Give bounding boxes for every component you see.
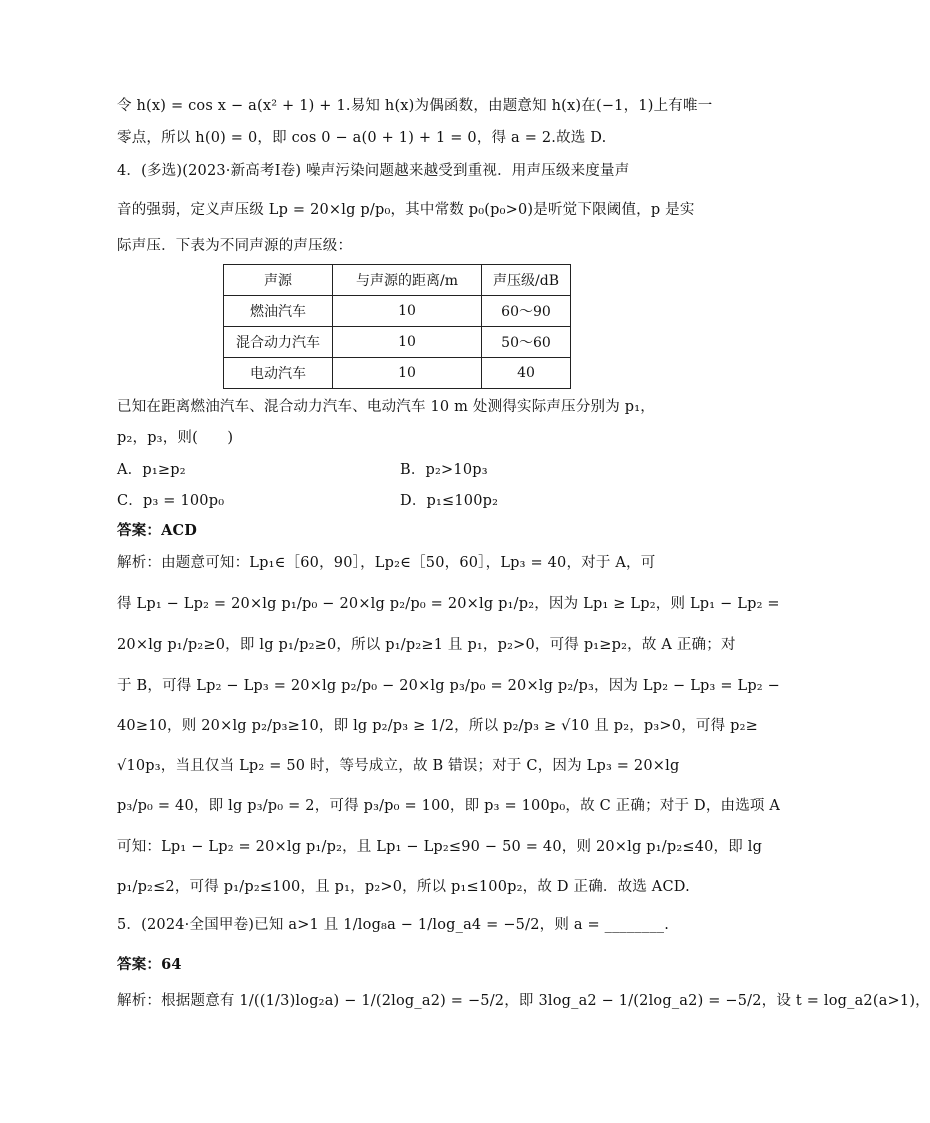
question-4-stem: 4．(多选)(2023·新高考Ⅰ卷) 噪声污染问题越来越受到重视．用声压级来度量声 — [117, 163, 630, 179]
table-cell: 40 — [482, 358, 571, 389]
table-cell: 10 — [333, 358, 482, 389]
option-a: A．p₁≥p₂ — [117, 462, 186, 478]
answer-5: 答案：64 — [117, 956, 182, 973]
question-5-stem: 5．(2024·全国甲卷)已知 a>1 且 1/log₈a − 1/log_a4 = −5/2，则 a = ________. — [117, 917, 670, 933]
text-line: 令 h(x) = cos x − a(x² + 1) + 1.易知 h(x)为偶函数，由题意知 h(x)在(−1，1)上有唯一 — [117, 98, 713, 114]
table-row — [224, 358, 571, 389]
table-cell: 混合动力汽车 — [224, 327, 333, 358]
solution-line: 解析：由题意可知：Lp₁∈［60，90］，Lp₂∈［50，60］，Lp₃ = 40，对于 A，可 — [117, 555, 656, 571]
solution-line: 于 B，可得 Lp₂ − Lp₃ = 20×lg p₂/p₀ − 20×lg p₃/p₀ = 20×lg p₂/p₃，因为 Lp₂ − Lp₃ = Lp₂ − — [117, 678, 780, 694]
table-header-cell: 声压级/dB — [482, 265, 571, 296]
table-cell: 50～60 — [482, 327, 571, 358]
table-cell: 10 — [333, 327, 482, 358]
option-c: C．p₃ = 100p₀ — [117, 493, 225, 509]
table-header-row — [224, 265, 571, 296]
solution-line: 解析：根据题意有 1/((1/3)log₂a) − 1/(2log_a2) = −5/2，即 3log_a2 − 1/(2log_a2) = −5/2，设 t = log_a2(a>1)， — [117, 993, 930, 1009]
table-cell: 10 — [333, 296, 482, 327]
text-line: 零点，所以 h(0) = 0，即 cos 0 − a(0 + 1) + 1 = 0，得 a = 2.故选 D. — [117, 130, 607, 146]
sound-source-table — [223, 264, 571, 389]
solution-line: 20×lg p₁/p₂≥0，即 lg p₁/p₂≥0，所以 p₁/p₂≥1 且 p₁，p₂>0，可得 p₁≥p₂，故 A 正确；对 — [117, 637, 736, 653]
solution-line: 40≥10，则 20×lg p₂/p₃≥10，即 lg p₂/p₃ ≥ 1/2，所以 p₂/p₃ ≥ √10 且 p₂，p₃>0，可得 p₂≥ — [117, 718, 758, 734]
text-line: 已知在距离燃油汽车、混合动力汽车、电动汽车 10 m 处测得实际声压分别为 p₁， — [117, 399, 655, 415]
solution-line: p₃/p₀ = 40，即 lg p₃/p₀ = 2，可得 p₃/p₀ = 100，即 p₃ = 100p₀，故 C 正确；对于 D，由选项 A — [117, 798, 781, 814]
answer-4: 答案：ACD — [117, 522, 198, 539]
text-line: 音的强弱，定义声压级 Lp = 20×lg p/p₀，其中常数 p₀(p₀>0)是听觉下限阈值，p 是实 — [117, 202, 695, 218]
table-cell: 燃油汽车 — [224, 296, 333, 327]
table-header-cell: 与声源的距离/m — [333, 265, 482, 296]
text-line: 际声压．下表为不同声源的声压级： — [117, 238, 353, 254]
option-b: B．p₂>10p₃ — [400, 462, 488, 478]
solution-line: 可知：Lp₁ − Lp₂ = 20×lg p₁/p₂，且 Lp₁ − Lp₂≤90 − 50 = 40，则 20×lg p₁/p₂≤40，即 lg — [117, 839, 763, 855]
text-line: p₂，p₃，则( ) — [117, 430, 234, 446]
option-d: D．p₁≤100p₂ — [400, 493, 499, 509]
table-row — [224, 327, 571, 358]
table-cell: 电动汽车 — [224, 358, 333, 389]
table-header-cell: 声源 — [224, 265, 333, 296]
solution-line: p₁/p₂≤2，可得 p₁/p₂≤100，且 p₁，p₂>0，所以 p₁≤100p₂，故 D 正确．故选 ACD. — [117, 879, 690, 895]
table-row — [224, 296, 571, 327]
solution-line: √10p₃，当且仅当 Lp₂ = 50 时，等号成立，故 B 错误；对于 C，因为 Lp₃ = 20×lg — [117, 758, 680, 774]
solution-line: 得 Lp₁ − Lp₂ = 20×lg p₁/p₀ − 20×lg p₂/p₀ = 20×lg p₁/p₂，因为 Lp₁ ≥ Lp₂，则 Lp₁ − Lp₂ = — [117, 596, 780, 612]
table-cell: 60～90 — [482, 296, 571, 327]
